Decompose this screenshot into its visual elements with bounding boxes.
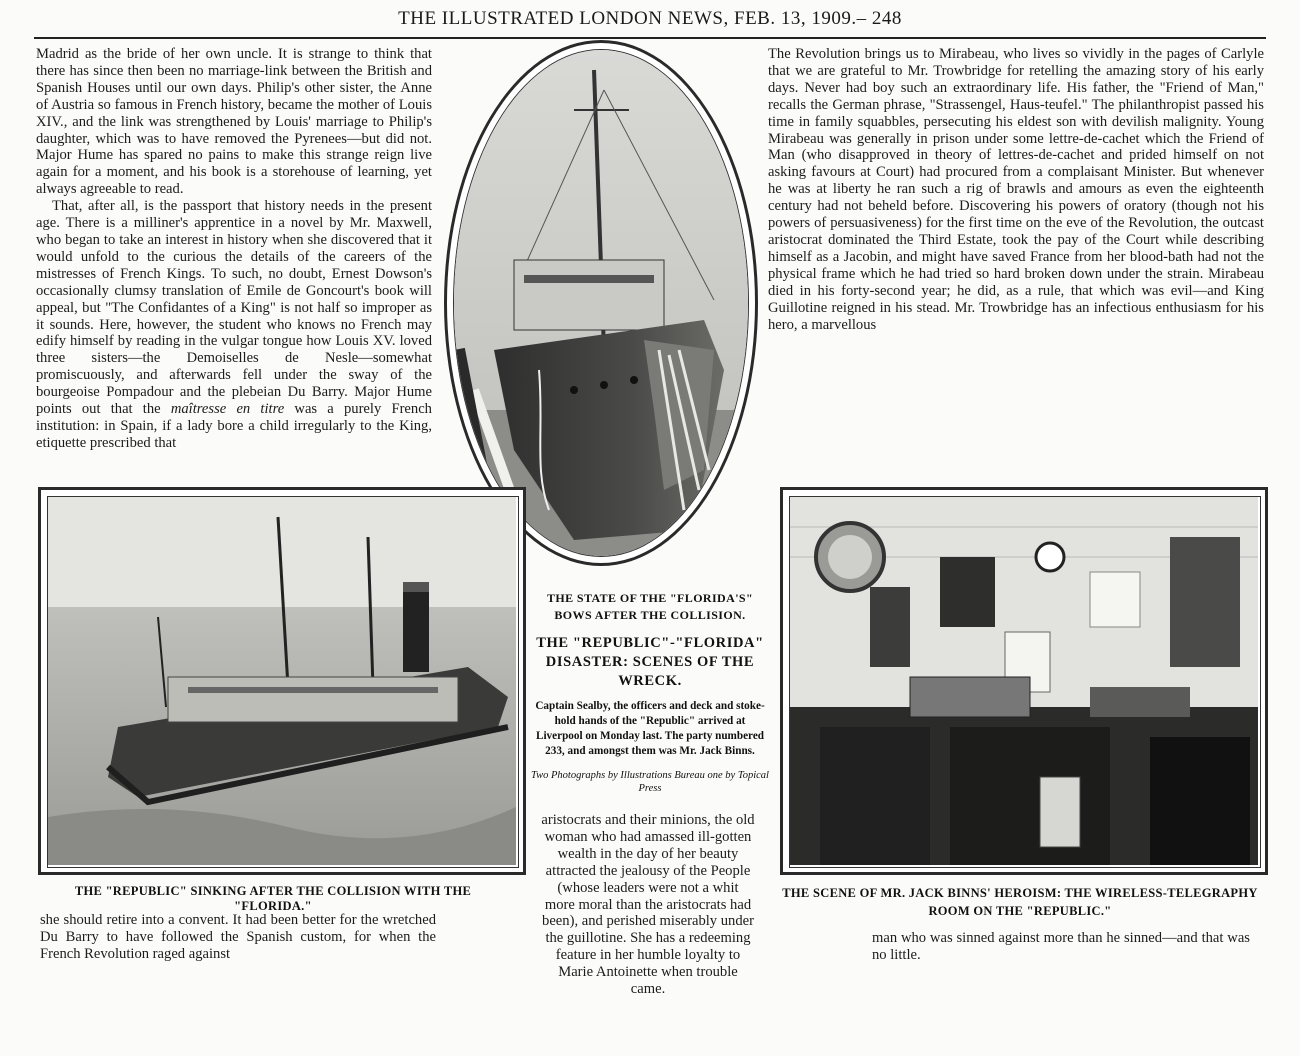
disaster-title: THE "REPUBLIC"-"FLORIDA" DISASTER: SCENES OF THE WRECK. — [536, 635, 764, 689]
paragraph-1: Madrid as the bride of her own uncle. It is strange to think that there has since then been no marriage-link between the British and Spanish Houses until our own days. Philip's other sister, the Anne of Austria so famous in French history, became the mother of Louis XIV., and the link was strengthened by Louis' marriage to Philip's daughter, which was to have removed the Pyrenees—but did not. Major Hume has spared no pains to make this strange reign live again for a moment, and his book is a storehouse of learning, yet always agreeable to read. — [36, 46, 432, 198]
wireless-room-photo — [780, 487, 1268, 875]
right-text-column — [768, 46, 1264, 333]
florida-bows-caption: THE STATE OF THE "FLORIDA'S" BOWS AFTER THE COLLISION. — [546, 591, 754, 622]
center-text-column: aristocrats and their minions, the old woman who had amassed ill-gotten wealth in the day of her beauty attracted the jealousy of the People (whose leaders were not a whit more moral than the aristocrats had been), and perished miserably under the guillotine. She has a redeeming feature in her humble loyalty to Marie Antoinette when trouble came. — [541, 812, 755, 998]
republic-sinking-photo — [38, 487, 526, 875]
bottom-left-text: she should retire into a convent. It had been better for the wretched Du Barry to have followed the Spanish custom, for when the French Revolution raged against — [40, 912, 436, 962]
masthead: THE ILLUSTRATED LONDON NEWS, FEB. 13, 1909.– 248 — [398, 8, 902, 29]
masthead-rule — [34, 37, 1266, 39]
paragraph-2-tail: was a purely French institution: in Spain, if a lady bore a child irregularly to the King, etiquette prescribed that — [36, 401, 432, 451]
italic-phrase: maîtresse en titre — [170, 401, 285, 418]
republic-sinking-caption: THE "REPUBLIC" SINKING AFTER THE COLLISION WITH THE "FLORIDA." — [74, 884, 472, 913]
paragraph-2-main: That, after all, is the passport that history needs in the present age. There is a milliner's apprentice in a novel by Mr. Maxwell, who began to take an interest in history when she discovered that it would unfold to the curious the details of the careers of the mistresses of French Kings. To such, no doubt, Ernest Dowson's occasionally clumsy translation of Emile de Goncourt's book will appeal, but "The Confidantes of a King" is not half so improper as it sounds. Here, however, the student who knows no French may edify himself by reading in the vulgar tongue how Louis XV. loved three sisters—the Demoiselles de Nesle—somewhat promiscuously, and afterwards fell under the sway of the bourgeoise Pompadour and the plebeian Du Barry. Major Hume points out that the — [36, 198, 432, 418]
paragraph-2 — [36, 198, 432, 452]
wireless-room-caption: THE SCENE OF MR. JACK BINNS' HEROISM: THE WIRELESS-TELEGRAPHY ROOM ON THE "REPUBLIC." — [782, 886, 1258, 918]
bottom-right-text: man who was sinned against more than he sinned—and that was no little. — [872, 930, 1250, 963]
center-caption-block — [530, 590, 770, 795]
photo-credit: Two Photographs by Illustrations Bureau one by Topical Press — [531, 770, 769, 794]
mirabeau-paragraph: The Revolution brings us to Mirabeau, who lives so vividly in the pages of Carlyle that we are grateful to Mr. Trowbridge for retelling the amazing story of his early days. Never had boy such an extraordinary life. His father, the "Friend of Man," recalls the German phrase, "Strassengel, Haus-teufel." The philanthropist passed his time in family squabbles, persecuting his eldest son with devilish malignity. Young Mirabeau was generally in prison under some lettre-de-cachet which the Friend of Man (who disapproved in theory of lettres-de-cachet and prided himself on not asking favours at Court) had procured from a complaisant Minister. But whenever he was at liberty he ran such a rig of brawls and amours as even the eighteenth century had not beheld before. Discovering his powers of oratory (though not his powers of persuasiveness) for the first time on the eve of the Revolution, the outcast aristocrat dominated the Third Estate, took the pay of the Court while describing himself as a Jacobin, and might have saved France from her blood-bath had not the physical frame which he had tried so hard broken down under the strain. Mirabeau died in his forty-second year; he did, as a rule, that which was evil—and King Guillotine reigned in his stead. Mr. Trowbridge has an infectious enthusiasm for his hero, a marvellous — [768, 46, 1264, 333]
caption-body: Captain Sealby, the officers and deck and stoke-hold hands of the "Republic" arrived at Liverpool on Monday last. The party numbered 233, and amongst them was Mr. Jack Binns. — [535, 700, 765, 757]
left-text-column — [36, 46, 432, 452]
